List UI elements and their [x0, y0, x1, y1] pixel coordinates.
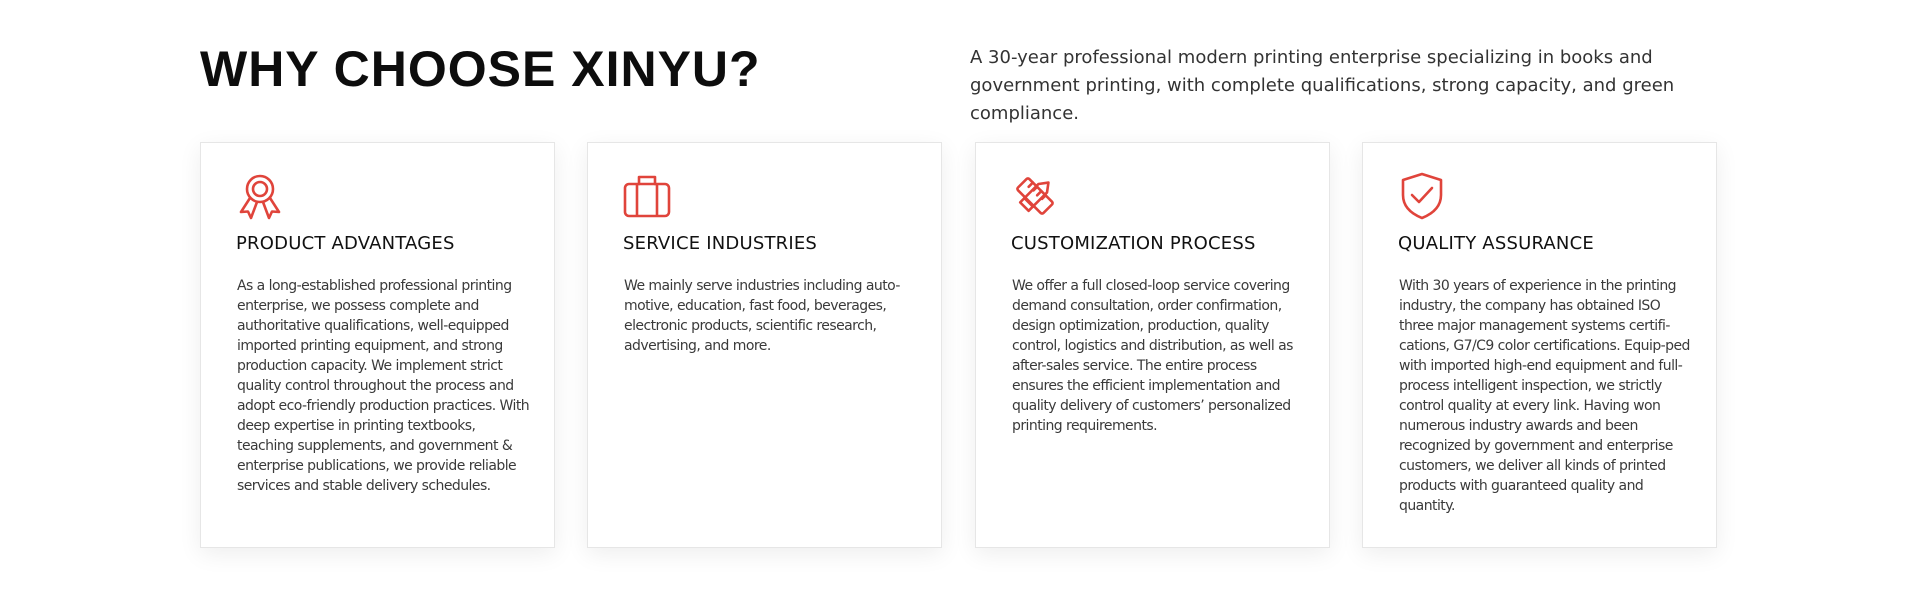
- shield-check-icon: [1397, 171, 1447, 221]
- card-text: With 30 years of experience in the printing industry, the company has obtained ISO three major management systems certifi-cations, G7/C9 color certifications. Equip-ped with imported high-end equipment and full-process intelligent inspection, we strictly control quality at every link. Having won numerous industry awards and been recognized by government and enterprise customers, we deliver all kinds of printed products with guaranteed quality and quantity.: [1399, 278, 1690, 514]
- card-title: QUALITY ASSURANCE: [1398, 233, 1594, 254]
- card-text: As a long-established professional printing enterprise, we possess complete and authoritative qualifications, well-equipped imported printing equipment, and strong production capacity. We implement strict quality control throughout the process and adopt eco-friendly production practices. With deep expertise in printing textbooks, teaching supplements, and government & enterprise publications, we provide reliable services and stable delivery schedules.: [237, 278, 530, 494]
- feature-card-product-advantages: [200, 142, 555, 548]
- section-intro: A 30-year professional modern printing enterprise specializing in books and government printing, with complete qualifications, strong capacity, and green compliance.: [970, 47, 1675, 124]
- pencil-ruler-icon: [1010, 171, 1060, 221]
- card-title: PRODUCT ADVANTAGES: [236, 233, 455, 254]
- feature-card-quality-assurance: [1362, 142, 1717, 548]
- card-title: CUSTOMIZATION PROCESS: [1011, 233, 1256, 254]
- feature-card-service-industries: [587, 142, 942, 548]
- card-text: We mainly serve industries including auto-motive, education, fast food, beverages, electronic products, scientific research, advertising, and more.: [624, 278, 900, 354]
- award-ribbon-icon: [235, 171, 285, 221]
- briefcase-icon: [622, 171, 672, 221]
- section-title: WHY CHOOSE XINYU?: [200, 41, 761, 97]
- card-text: We offer a full closed-loop service covering demand consultation, order confirmation, design optimization, production, quality control, logistics and distribution, as well as after-sales service. The entire process ensures the efficient implementation and quality delivery of customers’ personalized printing requirements.: [1012, 278, 1293, 434]
- feature-cards: [200, 142, 1720, 550]
- card-title: SERVICE INDUSTRIES: [623, 233, 818, 254]
- feature-card-customization-process: [975, 142, 1330, 548]
